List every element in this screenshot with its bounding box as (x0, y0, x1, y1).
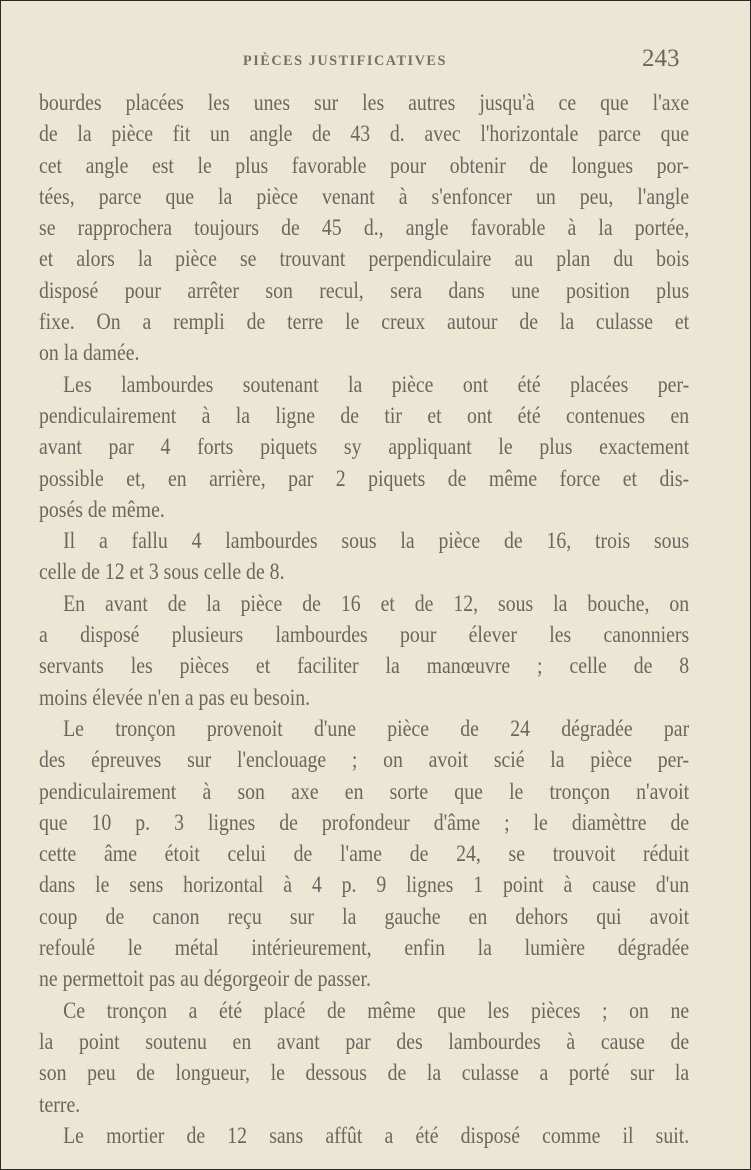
text-line: on la damée. (39, 340, 140, 366)
text-line: En avant de la pièce de 16 et de 12, sous la bouche, on (63, 590, 690, 616)
text-line: Ce tronçon a été placé de même que les pièces ; on ne (63, 997, 690, 1023)
text-line: et alors la pièce se trouvant perpendiculaire au plan du bois (39, 246, 690, 272)
text-line: se rapprochera toujours de 45 d., angle favorable à la portée, (39, 215, 690, 241)
text-line: bourdes placées les unes sur les autres jusqu'à ce que l'axe (39, 90, 690, 115)
text-line: moins élevée n'en a pas eu besoin. (39, 684, 311, 710)
text-line: la point soutenu en avant par des lambourdes à cause de (39, 1028, 690, 1054)
text-line: cet angle est le plus favorable pour obtenir de longues por- (39, 152, 690, 178)
text-line: Le mortier de 12 sans affût a été disposé comme il suit. (63, 1122, 690, 1148)
text-line: posés de même. (39, 496, 165, 522)
running-header (1, 47, 751, 79)
text-line: ne permettoit pas au dégorgeoir de passer. (39, 966, 371, 992)
text-line: possible et, en arrière, par 2 piquets de même force et dis- (39, 465, 690, 491)
text-line: refoulé le métal intérieurement, enfin la lumière dégradée (39, 935, 690, 961)
text-line: des épreuves sur l'enclouage ; on avoit scié la pièce per- (39, 747, 690, 773)
text-line: pendiculairement à son axe en sorte que le tronçon n'avoit (39, 778, 690, 804)
text-line: disposé pour arrêter son recul, sera dans une position plus (39, 277, 690, 303)
running-title: PIÈCES JUSTIFICATIVES (243, 53, 447, 69)
text-line: Le tronçon provenoit d'une pièce de 24 dégradée par (63, 715, 690, 741)
page-number: 243 (642, 45, 680, 72)
text-line: dans le sens horizontal à 4 p. 9 lignes 1 point à cause d'un (39, 872, 690, 898)
text-line: cette âme étoit celui de l'ame de 24, se trouvoit réduit (39, 841, 690, 867)
text-line: fixe. On a rempli de terre le creux autour de la culasse et (39, 309, 690, 335)
text-line: Il a fallu 4 lambourdes sous la pièce de 16, trois sous (63, 528, 690, 554)
text-line: coup de canon reçu sur la gauche en dehors qui avoit (39, 903, 690, 929)
text-line: celle de 12 et 3 sous celle de 8. (39, 559, 285, 585)
text-line: que 10 p. 3 lignes de profondeur d'âme ; le diamèttre de (39, 809, 690, 835)
text-line: Les lambourdes soutenant la pièce ont été placées per- (63, 371, 690, 397)
body-text (39, 87, 689, 1151)
text-line: tées, parce que la pièce venant à s'enfoncer un peu, l'angle (39, 183, 690, 209)
text-line: de la pièce fit un angle de 43 d. avec l'horizontale parce que (39, 121, 690, 147)
text-line: a disposé plusieurs lambourdes pour élever les canonniers (39, 622, 690, 648)
text-line: son peu de longueur, le dessous de la culasse a porté sur la (39, 1060, 690, 1086)
text-line: terre. (39, 1091, 81, 1117)
text-line: pendiculairement à la ligne de tir et ont été contenues en (39, 402, 690, 428)
text-line: avant par 4 forts piquets sy appliquant le plus exactement (39, 434, 690, 460)
text-line: servants les pièces et faciliter la manœuvre ; celle de 8 (39, 653, 690, 679)
